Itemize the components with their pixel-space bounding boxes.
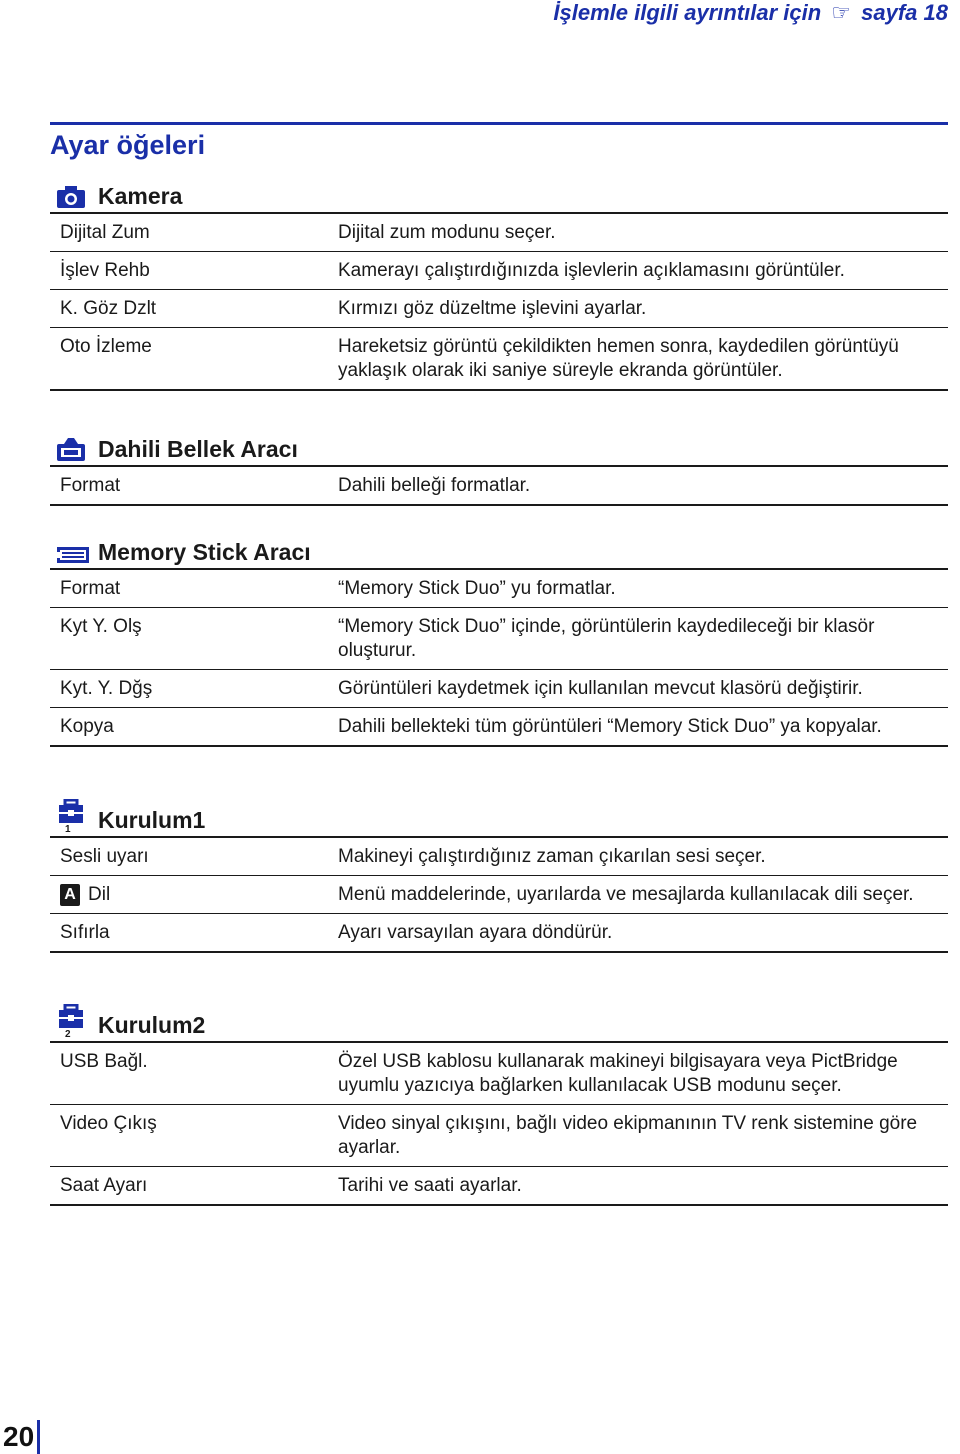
setup2-toolbox-icon [56,1008,92,1038]
setting-name: K. Göz Dzlt [60,298,157,319]
group-header [50,796,948,838]
setting-name: Kyt Y. Olş [60,616,142,637]
setting-description: Tarihi ve saati ayarlar. [338,1175,522,1196]
setting-name: USB Bağl. [60,1051,148,1072]
group-header [50,528,948,570]
group-header [50,172,948,214]
setting-description: Hareketsiz görüntü çekildikten hemen sonra, kaydedilen görüntüyü yaklaşık olarak iki saniye süreyle ekranda görüntüler. [338,336,899,381]
table-row [50,1105,948,1167]
setting-name: Saat Ayarı [60,1175,148,1196]
setting-description: Ayarı varsayılan ayara döndürür. [338,922,613,943]
setting-description: Görüntüleri kaydetmek için kullanılan mevcut klasörü değiştirir. [338,678,863,699]
setting-name: Kyt. Y. Dğş [60,678,153,699]
setting-description: “Memory Stick Duo” yu formatlar. [338,578,616,599]
setting-name: Video Çıkış [60,1113,157,1134]
setting-description: Dijital zum modunu seçer. [338,222,556,243]
group-header [50,1001,948,1043]
table-row [50,670,948,708]
camera-icon [56,179,92,209]
group-title: Kamera [98,183,183,209]
setting-name-with-icon [50,883,338,907]
group-internal-memory [50,425,948,506]
setting-name: Format [60,578,121,599]
table-row [50,1167,948,1206]
internal-memory-icon [56,432,92,462]
group-title: Kurulum2 [98,1012,206,1038]
cross-reference-text: İşlemle ilgili ayrıntılar için [553,0,822,25]
setting-name: Sesli uyarı [60,846,149,867]
page-title: Ayar öğeleri [50,130,206,160]
setup-digit-1: 1 [65,824,71,833]
table-row [50,252,948,290]
section-rule [50,122,948,125]
setup-digit-2: 2 [65,1029,71,1038]
table-row [50,290,948,328]
group-memory-stick [50,528,948,747]
cross-reference-page: sayfa 18 [861,0,948,25]
setting-name: Format [60,475,121,496]
setting-name: Dijital Zum [60,222,150,243]
setting-name: İşlev Rehb [60,260,150,281]
group-header [50,425,948,467]
setting-description: Menü maddelerinde, uyarılarda ve mesajlarda kullanılacak dili seçer. [338,884,914,905]
setting-description: Kamerayı çalıştırdığınızda işlevlerin açıklamasını görüntüler. [338,260,845,281]
group-kurulum2 [50,1001,948,1206]
table-row [50,1043,948,1105]
table-row [50,467,948,506]
memory-stick-icon [56,535,92,565]
setting-name: Oto İzleme [60,336,152,357]
group-title: Dahili Bellek Aracı [98,436,298,462]
table-row [50,838,948,876]
setting-description: Özel USB kablosu kullanarak makineyi bilgisayara veya PictBridge uyumlu yazıcıya bağlarken kullanılacak USB modunu seçer. [338,1051,898,1096]
setting-description: “Memory Stick Duo” içinde, görüntülerin kaydedileceği bir klasör oluşturur. [338,616,875,661]
group-kurulum1 [50,796,948,953]
table-row [50,876,948,914]
language-icon: A [60,884,80,906]
setting-description: Kırmızı göz düzeltme işlevini ayarlar. [338,298,647,319]
setting-description: Makineyi çalıştırdığınız zaman çıkarılan sesi seçer. [338,846,766,867]
table-row [50,608,948,670]
page-number: 20 [0,1420,40,1454]
group-title: Kurulum1 [98,807,206,833]
group-title: Memory Stick Aracı [98,539,311,565]
setting-description: Video sinyal çıkışını, bağlı video ekipmanının TV renk sistemine göre ayarlar. [338,1113,918,1158]
cross-reference-link[interactable] [553,0,948,26]
setup1-toolbox-icon [56,803,92,833]
table-row [50,914,948,953]
setting-description: Dahili bellekteki tüm görüntüleri “Memory Stick Duo” ya kopyalar. [338,716,882,737]
setting-name: Dil [88,884,111,905]
table-row [50,570,948,608]
setting-description: Dahili belleği formatlar. [338,475,531,496]
table-row [50,708,948,747]
pointing-hand-icon: ☞ [831,0,852,25]
table-row [50,214,948,252]
table-row [50,328,948,391]
setting-name: Sıfırla [60,922,110,943]
group-kamera [50,172,948,391]
setting-name: Kopya [60,716,114,737]
